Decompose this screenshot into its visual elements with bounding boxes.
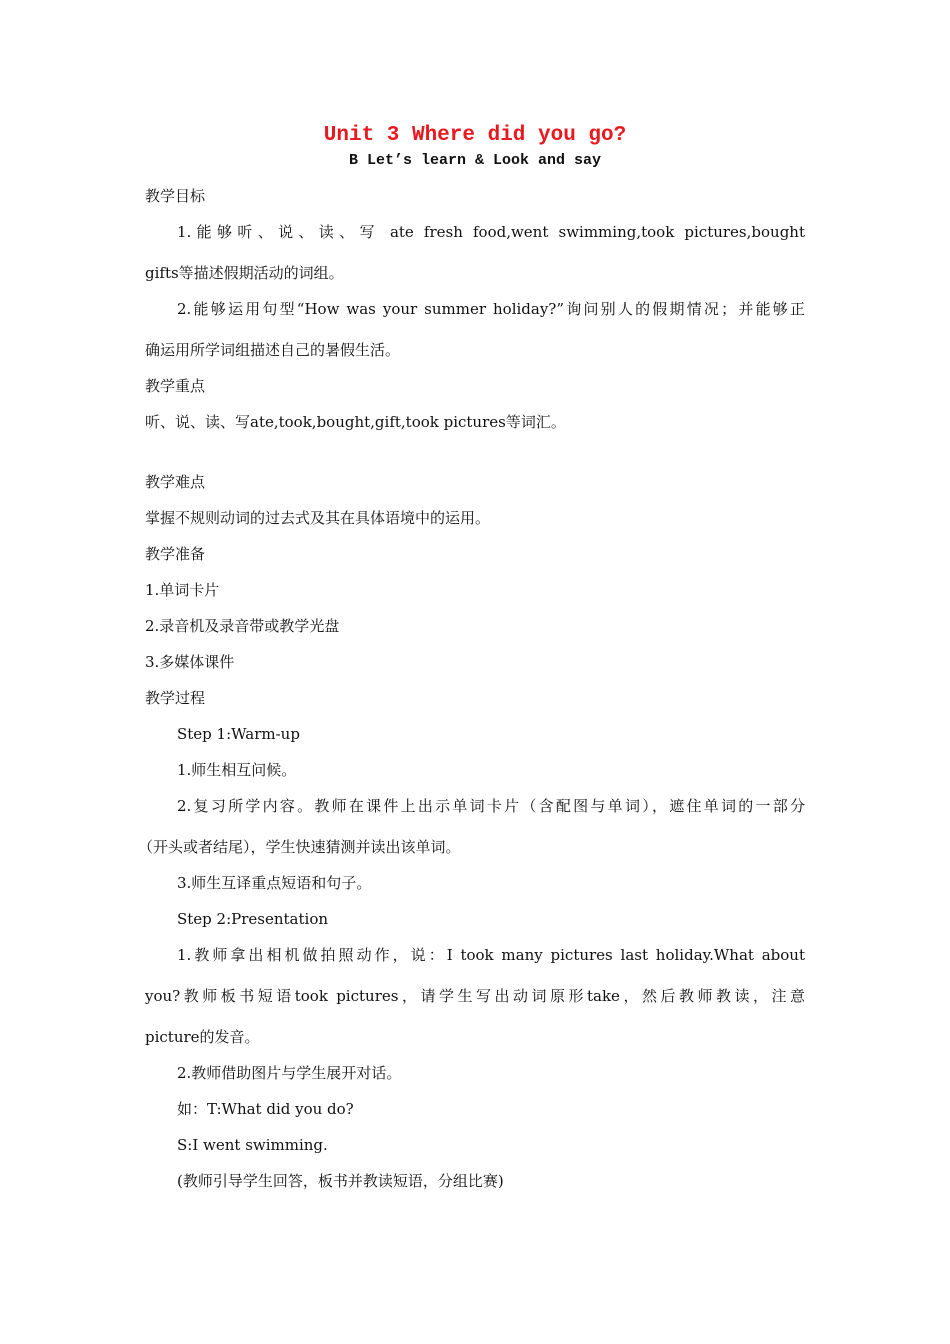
difficulty-heading: 教学难点 [145,473,206,491]
process-heading: 教学过程 [145,689,206,707]
step2-title: Step 2:Presentation [177,910,329,928]
objective-2-line-1: 2.能够运用句型“How was your summer holiday?”询问别人的假期情况；并能够正 [177,300,805,318]
preparation-item: 1.单词卡片 [145,581,220,599]
step1-title: Step 1:Warm-up [177,725,300,743]
step1-item-2-line-2: （开头或者结尾），学生快速猜测并读出该单词。 [138,838,461,856]
dialog-teacher: 如：T:What did you do? [177,1100,354,1118]
preparation-item: 3.多媒体课件 [145,653,235,671]
step2-item-1-line-1: 1.教师拿出相机做拍照动作，说：I took many pictures last holiday.What about [177,946,805,964]
teacher-note: (教师引导学生回答，板书并教读短语，分组比赛) [177,1172,504,1190]
preparation-heading: 教学准备 [145,545,206,563]
step1-item-2-line-1: 2.复习所学内容。教师在课件上出示单词卡片（含配图与单词），遮住单词的一部分 [177,797,805,815]
objective-1-line-1: 1.能够听、说、读、写 ate fresh food,went swimming,took pictures,bought [177,223,805,241]
step2-item-2: 2.教师借助图片与学生展开对话。 [177,1064,402,1082]
document-subtitle: B Let’s learn & Look and say [348,152,602,169]
key-points-heading: 教学重点 [145,377,206,395]
document-title: Unit 3 Where did you go? [323,124,627,147]
objectives-heading: 教学目标 [145,187,206,205]
step1-item-3: 3.师生互译重点短语和句子。 [177,874,372,892]
preparation-item: 2.录音机及录音带或教学光盘 [145,617,340,635]
step2-item-1-line-2: you?教师板书短语took pictures，请学生写出动词原形take，然后教师教读，注意 [145,987,805,1005]
step2-item-1-line-3: picture的发音。 [145,1028,260,1046]
objective-1-line-2: gifts等描述假期活动的词组。 [145,264,344,282]
objective-2-line-2: 确运用所学词组描述自己的暑假生活。 [145,341,401,359]
key-points-text: 听、说、读、写ate,took,bought,gift,took pictures等词汇。 [145,413,566,431]
step1-item-1: 1.师生相互问候。 [177,761,297,779]
dialog-student: S:I went swimming. [177,1136,328,1154]
difficulty-text: 掌握不规则动词的过去式及其在具体语境中的运用。 [145,509,491,527]
